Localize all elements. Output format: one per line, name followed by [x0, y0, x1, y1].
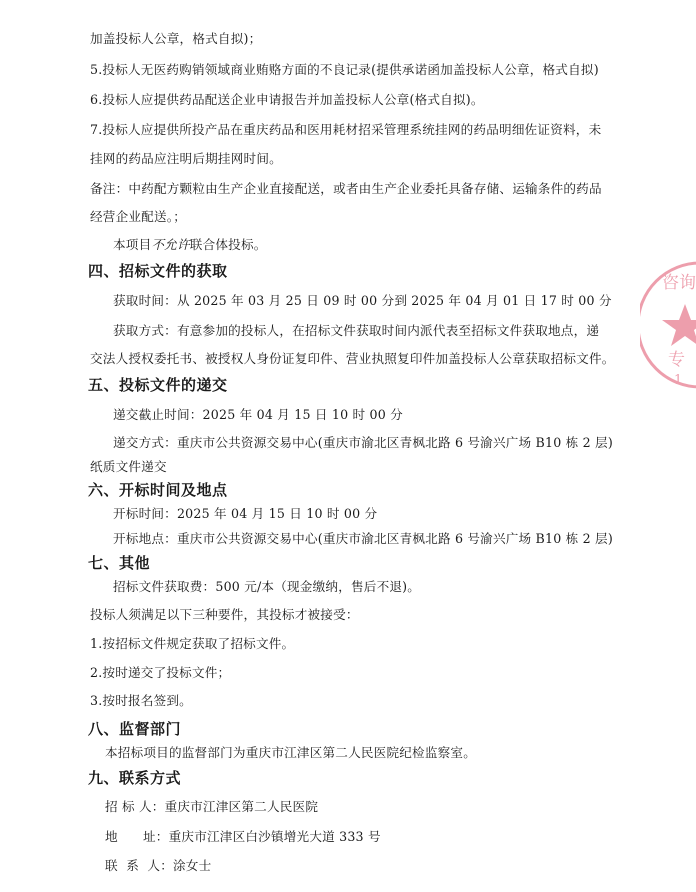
seal-text-top: 咨询: [662, 273, 696, 293]
contact-value: 涂女士: [173, 858, 212, 873]
obtain-time: 获取时间：从 2025 年 03 月 25 日 09 时 00 分到 2025 年 04 月 01 日 17 时 00 分: [113, 293, 612, 308]
obtain-method-cont: 交法人授权委托书、被授权人身份证复印件、营业执照复印件加盖投标人公章获取招标文件。: [90, 351, 615, 366]
tenderer-label: 招 标 人：: [105, 799, 165, 814]
section-heading: 七、其他: [88, 554, 151, 572]
seal-text-num: 1: [674, 373, 683, 388]
opening-time: 开标时间：2025 年 04 月 15 日 10 时 00 分: [113, 506, 378, 521]
submit-deadline: 递交截止时间：2025 年 04 月 15 日 10 时 00 分: [113, 407, 403, 422]
opening-place: 开标地点：重庆市公共资源交易中心(重庆市渝北区青枫北路 6 号渝兴广场 B10 栋 2 层): [113, 531, 613, 546]
joint-bid-pre: 本项目: [113, 237, 152, 252]
joint-bid-line: [113, 236, 267, 254]
tenderer-value: 重庆市江津区第二人民医院: [164, 799, 319, 814]
address-value: 重庆市江津区白沙镇增光大道 333 号: [168, 829, 381, 844]
section-heading: 四、招标文件的获取: [88, 262, 228, 280]
section-heading: 五、投标文件的递交: [88, 376, 228, 394]
para-line: 备注：中药配方颗粒由生产企业直接配送，或者由生产企业委托具备存储、运输条件的药品: [90, 181, 602, 196]
para-line: 7.投标人应提供所投产品在重庆药品和医用耗材招采管理系统挂网的药品明细佐证资料，未: [90, 122, 602, 137]
official-seal: [640, 250, 696, 400]
para-line: 5.投标人无医药购销领域商业贿赂方面的不良记录(提供承诺函加盖投标人公章，格式自拟): [90, 62, 599, 77]
section-heading: 九、联系方式: [88, 769, 182, 787]
para-line: 挂网的药品应注明后期挂网时间。: [90, 151, 282, 166]
submit-method-cont: 纸质文件递交: [90, 459, 167, 474]
para-line: 加盖投标人公章，格式自拟)；: [90, 31, 262, 46]
condition-item: 3.按时报名签到。: [90, 693, 192, 708]
para-line: 6.投标人应提供药品配送企业申请报告并加盖投标人公章(格式自拟)。: [90, 92, 484, 107]
joint-bid-emphasis: 不允许: [151, 237, 190, 252]
section-heading: 六、开标时间及地点: [88, 481, 228, 499]
address-row: [105, 828, 381, 846]
para-line: 经营企业配送。；: [90, 209, 187, 224]
condition-item: 2.按时递交了投标文件；: [90, 665, 231, 680]
conditions-intro: 投标人须满足以下三种要件，其投标才被接受：: [90, 607, 359, 622]
tenderer-row: [105, 798, 318, 816]
supervision-text: 本招标项目的监督部门为重庆市江津区第二人民医院纪检监察室。: [105, 745, 477, 760]
seal-star-icon: [662, 304, 696, 346]
doc-fee: 招标文件获取费：500 元/本（现金缴纳，售后不退)。: [113, 579, 421, 594]
address-label: 地 址：: [105, 829, 169, 844]
obtain-method: 获取方式：有意参加的投标人，在招标文件获取时间内派代表至招标文件获取地点，递: [113, 323, 600, 338]
joint-bid-post: 联合体投标。: [189, 237, 267, 252]
contact-row: [105, 857, 211, 875]
condition-item: 1.按招标文件规定获取了招标文件。: [90, 636, 295, 651]
submit-method: 递交方式：重庆市公共资源交易中心(重庆市渝北区青枫北路 6 号渝兴广场 B10 栋 2 层): [113, 435, 613, 450]
section-heading: 八、监督部门: [88, 720, 182, 738]
contact-label: 联 系 人：: [105, 858, 173, 873]
seal-text-mid: 专: [668, 350, 685, 370]
